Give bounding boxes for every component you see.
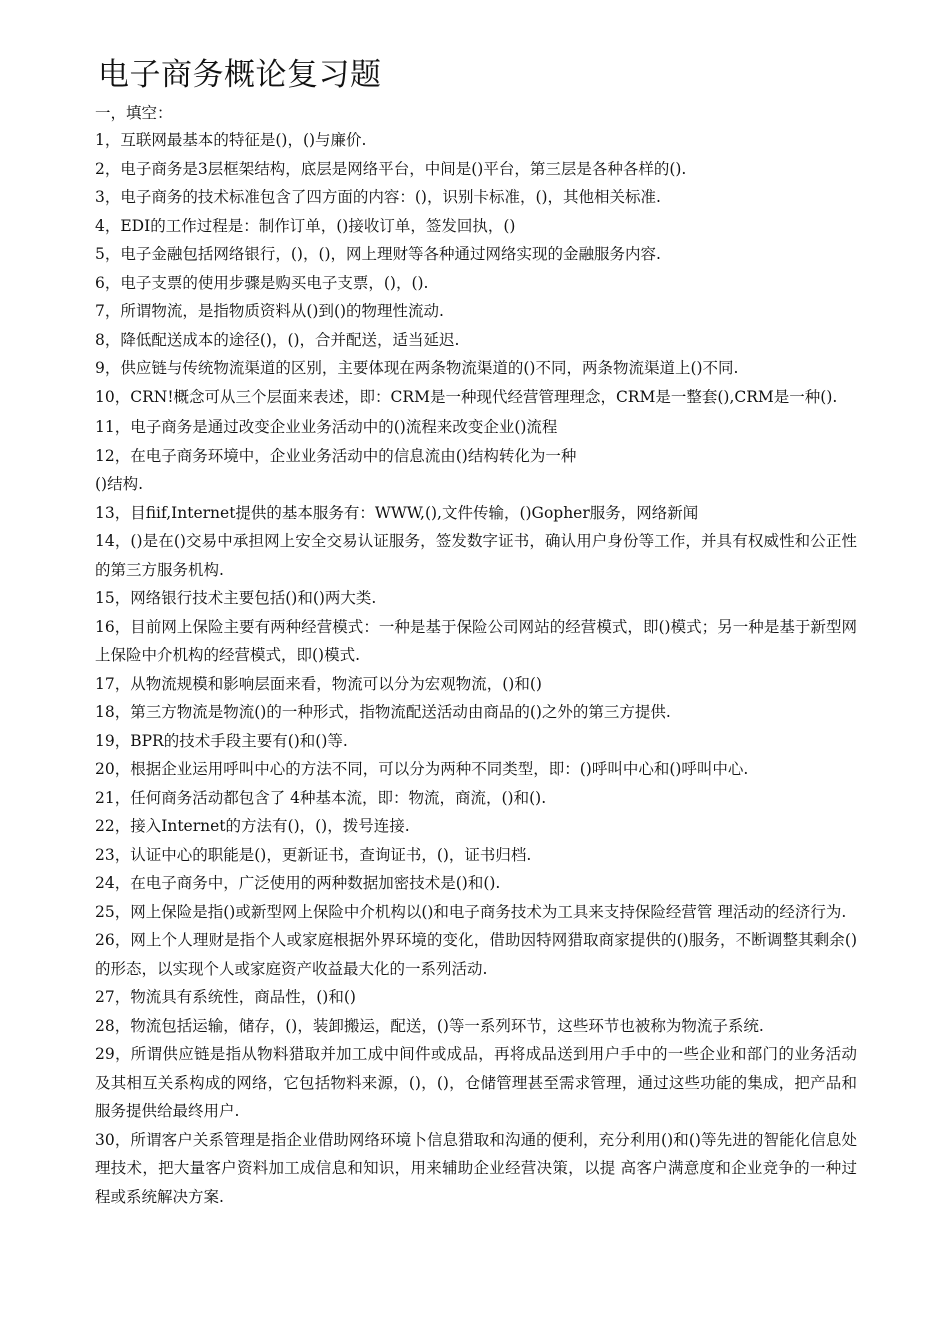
question-23: 23，认证中心的职能是()，更新证书，查询证书，()，证书归档. [95,845,532,864]
question-12: 12，在电子商务环境中，企业业务活动中的信息流由()结构转化为一种 [95,446,577,465]
section-heading: 一，填空： [95,104,173,122]
question-11: 11，电子商务是通过改变企业业务活动中的()流程来改变企业()流程 [95,418,558,436]
question-25: 25，网上保险是指()或新型网上保险中介机构以()和电子商务技术为工具来支持保险经营管 理活动的经济行为. [95,902,847,921]
question-13: 13，目fiif,Internet提供的基本服务有：WWW,(),文件传输，()Gopher服务，网络新闻 [95,503,699,522]
document-page [95,54,857,1211]
question-27: 27，物流具有系统性，商品性，()和() [95,988,356,1006]
question-5: 5，电子金融包括网络银行，()，()，网上理财等各种通过网络实现的金融服务内容. [95,245,661,263]
question-20: 20，根据企业运用呼叫中心的方法不同，可以分为两种不同类型，即：()呼叫中心和()呼叫中心. [95,760,749,778]
question-24: 24，在电子商务中，广泛使用的两种数据加密技术是()和(). [95,874,501,892]
question-26: 26，网上个人理财是指个人或家庭根据外界环境的变化，借助因特网猎取商家提供的()服务，不断调整其剩余()的形态，以实现个人或家庭资产收益最大化的一系列活动. [95,931,857,978]
question-28: 28，物流包括运输，储存，()，装卸搬运，配送，()等一系列环节，这些环节也被称为物流子系统. [95,1016,764,1035]
question-3: 3，电子商务的技术标准包含了四方面的内容：()，识别卡标准，()，其他相关标准. [95,188,661,206]
question-9: 9，供应链与传统物流渠道的区别，主要体现在两条物流渠道的()不同，两条物流渠道上()不同. [95,359,739,377]
question-19: 19，BPR的技术手段主要有()和()等. [95,731,348,750]
question-21: 21，任何商务活动都包含了 4种基本流，即：物流，商流，()和(). [95,788,547,807]
question-2: 2，电子商务是3层框架结构，底层是网络平台，中间是()平台，第三层是各种各样的(). [95,159,687,178]
question-6: 6，电子支票的使用步骤是购买电子支票，()，(). [95,273,429,292]
question-14: 14，()是在()交易中承担网上安全交易认证服务，签发数字证书，确认用户身份等工作，并具有权威性和公正性的第三方服务机构. [95,532,857,579]
question-1: 1，互联网最基本的特征是()，()与廉价. [95,131,367,149]
question-30: 30，所谓客户关系管理是指企业借助网络环境卜信息猎取和沟通的便利，充分利用()和()等先进的智能化信息处理技术，把大量客户资料加工成信息和知识，用来辅助企业经营决策，以提 高客户满意度和企业竞争的一种过程或系统解决方案. [95,1130,857,1206]
question-7: 7，所谓物流，是指物质资料从()到()的物理性流动. [95,302,444,320]
question-10: 10，CRN!概念可从三个层面来表述，即：CRM是一种现代经营管理理念，CRM是一整套(),CRM是一种(). [95,387,838,406]
question-17: 17，从物流规模和影响层面来看，物流可以分为宏观物流，()和() [95,674,542,693]
document-title: 电子商务概论复习题 [98,57,382,93]
question-16: 16，目前网上保险主要有两种经营模式：一种是基于保险公司网站的经营模式，即()模式；另一种是基于新型网上保险中介机构的经营模式，即()模式. [95,617,857,664]
question-8: 8，降低配送成本的途径()，()，合并配送，适当延迟. [95,330,460,349]
question-18: 18，第三方物流是物流()的一种形式，指物流配送活动由商品的()之外的第三方提供. [95,703,671,721]
question-29: 29，所谓供应链是指从物料猎取并加工成中间件或成品，再将成品送到用户手中的一些企业和部门的业务活动及其相互关系构成的网络，它包括物料来源，()，()，仓储管理甚至需求管理，通过这些功能的集成，把产品和服务提供给最终用户. [95,1045,857,1120]
question-4: 4，EDI的工作过程是：制作订单，()接收订单，签发回执，() [95,216,516,235]
question-12-continued: ()结构. [95,475,144,493]
question-22: 22，接入Internet的方法有()，()，拨号连接. [95,817,410,835]
question-15: 15，网络银行技术主要包括()和()两大类. [95,589,377,607]
